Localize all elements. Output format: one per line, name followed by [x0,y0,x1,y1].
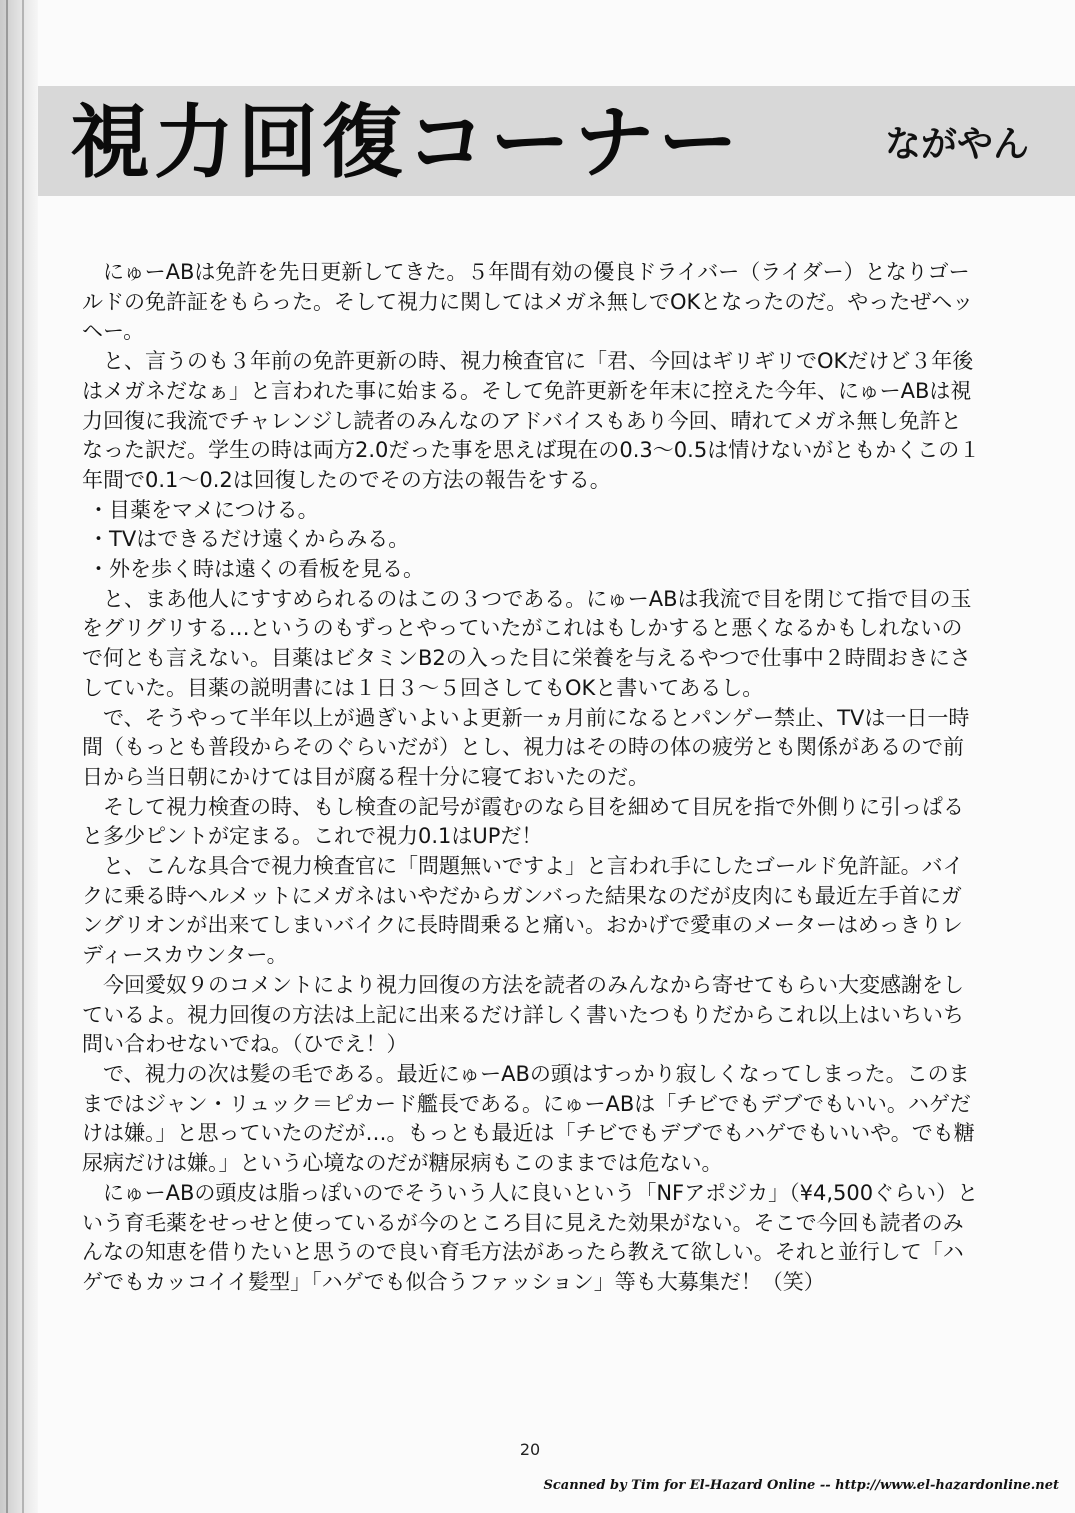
article-body [82,258,982,1298]
paragraph: 今回愛奴９のコメントにより視力回復の方法を読者のみんなから寄せてもらい大変感謝をしているよ。視力回復の方法は上記に出来るだけ詳しく書いたつもりだからこれ以上はいちいち問い合わせないでね。（ひでえ！） [82,972,964,1057]
author-byline: ながやん [885,124,1030,165]
page-number: 20 [519,1440,541,1459]
gutter-line [6,0,8,1513]
paragraph: で、そうやって半年以上が過ぎいよいよ更新一ヵ月前になるとパンゲー禁止、TVは一日一時間（もっとも普段からそのぐらいだが）とし、視力はその時の体の疲労とも関係があるので前日から当日朝にかけては目が腐る程十分に寝ておいたのだ。 [82,705,970,789]
list-item: ・外を歩く時は遠くの看板を見る。 [88,557,424,582]
list-item: ・目薬をマメにつける。 [88,497,319,522]
paragraph: にゅーABの頭皮は脂っぽいのでそういう人に良いという「NFアポジカ」（¥4,500ぐらい）という育毛薬をせっせと使っているが今のところ目に見えた効果がない。そこで今回も読者のみんなの知恵を借りたいと思うので良い育毛方法があったら教えて欲しい。それと並行して「ハゲでもカッコイイ髪型」「ハゲでも似合うファッション」等も大募集だ！（笑） [82,1180,979,1294]
paragraph: で、視力の次は髪の毛である。最近にゅーABの頭はすっかり寂しくなってしまった。このままではジャン・リュック＝ピカード艦長である。にゅーABは「チビでもデブでもいい。ハゲだけは嫌。」と思っていたのだが…。もっとも最近は「チビでもデブでもハゲでもいいや。でも糖尿病だけは嫌。」という心境なのだが糖尿病もこのままでは危ない。 [82,1061,975,1176]
paragraph: と、まあ他人にすすめられるのはこの３つである。にゅーABは我流で目を閉じて指で目の玉をグリグリする…というのもずっとやっていたがこれはもしかすると悪くなるかもしれないので何とも言えない。目薬はビタミンB2の入った目に栄養を与えるやつで仕事中２時間おきにさしていた。目薬の説明書には１日３〜５回さしてもOKと書いてあるし。 [82,586,972,700]
page-title: 視力回復コーナー [70,96,742,189]
binding-gutter [0,0,38,1513]
scan-credit: Scanned by Tim for El-Hazard Online -- http://www.el-hazardonline.net [543,1478,1059,1493]
paragraph: にゅーABは免許を先日更新してきた。５年間有効の優良ドライバー（ライダー）となりゴールドの免許証をもらった。そして視力に関してはメガネ無しでOKとなったのだ。やったぜヘッヘー。 [82,260,974,344]
list-item: ・TVはできるだけ遠くからみる。 [88,527,410,552]
paragraph: そして視力検査の時、もし検査の記号が霞むのなら目を細めて目尻を指で外側りに引っぱると多少ピントが定まる。これで視力0.1はUPだ！ [82,794,964,849]
paragraph: と、言うのも３年前の免許更新の時、視力検査官に「君、今回はギリギリでOKだけど３年後はメガネだなぁ」と言われた事に始まる。そして免許更新を年末に控えた今年、にゅーABは視力回復に我流でチャレンジし読者のみんなのアドバイスもあり今回、晴れてメガネ無し免許となった訳だ。学生の時は両方2.0だった事を思えば現在の0.3〜0.5は情けないがともかくこの１年間で0.1〜0.2は回復したのでその方法の報告をする。 [82,349,981,492]
paragraph: と、こんな具合で視力検査官に「問題無いですよ」と言われ手にしたゴールド免許証。バイクに乗る時ヘルメットにメガネはいやだからガンバった結果なのだが皮肉にも最近左手首にガングリオンが出来てしまいバイクに長時間乗ると痛い。おかげで愛車のメーターはめっきりレディースカウンター。 [82,854,964,968]
gutter-line [22,0,24,1513]
